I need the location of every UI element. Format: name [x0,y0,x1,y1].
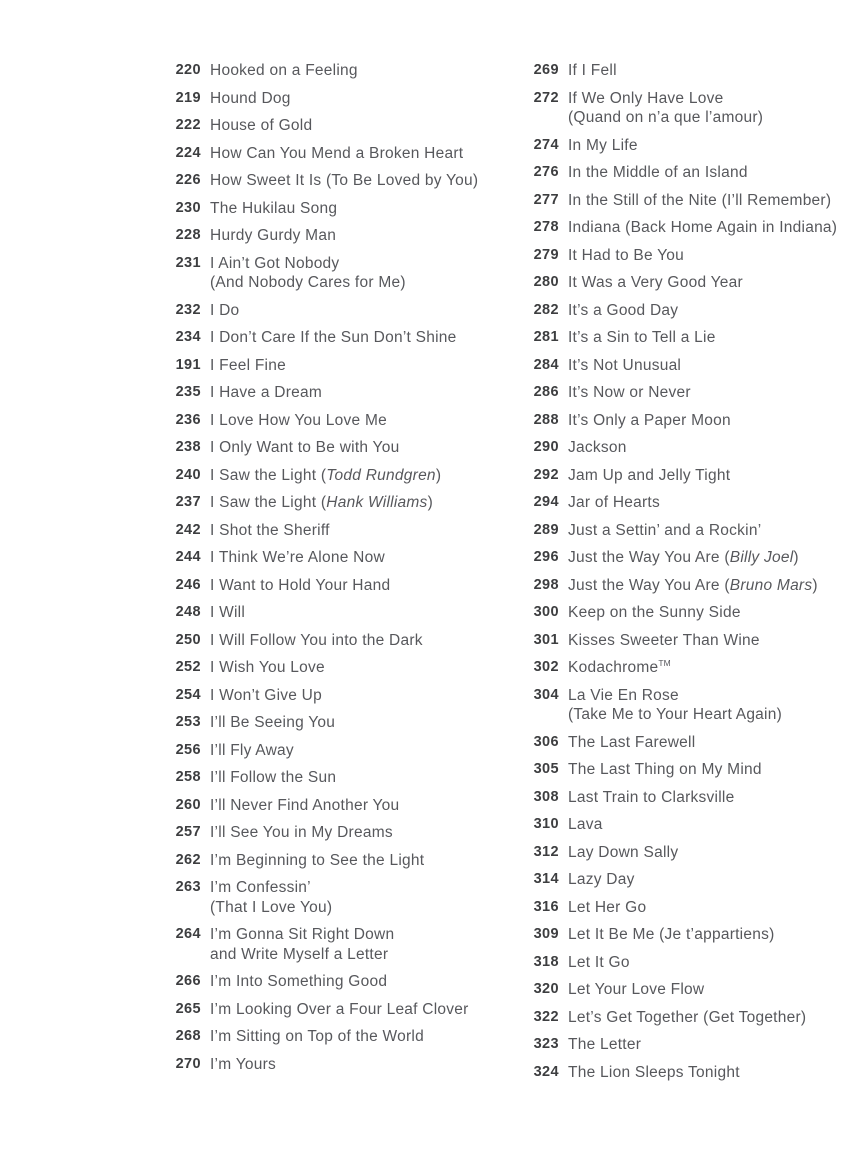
entry-title [210,603,245,623]
index-entry [167,741,512,761]
entry-page-number: 262 [175,851,201,868]
entry-title [568,631,760,651]
entry-title [568,1063,740,1083]
entry-title-line: I’m Looking Over a Four Leaf Clover [210,1000,469,1018]
entry-title [568,788,734,808]
entry-title-line: La Vie En Rose [568,686,679,704]
entry-title [210,1027,424,1047]
entry-title-line: I Won’t Give Up [210,686,323,704]
index-entry [525,356,855,376]
entry-page-number: 246 [175,576,201,593]
index-entry [525,631,855,651]
entry-page-number: 305 [533,761,559,777]
entry-page-number: 232 [175,301,201,318]
entry-page-number: 308 [533,788,559,805]
entry-title-line: Kisses Sweeter Than Wine [568,631,760,649]
entry-title-line: Keep on the Sunny Side [568,604,741,621]
entry-title-line: Just the Way You Are (Billy Joel) [568,549,799,566]
entry-title-line: I’m Gonna Sit Right Down [210,926,395,943]
entry-page-number: 286 [533,384,559,400]
entry-title-line: (And Nobody Cares for Me) [210,274,406,291]
entry-title-line: I Want to Hold Your Hand [210,576,391,594]
entry-title-line: I Ain’t Got Nobody [210,254,340,272]
entry-page-number: 323 [533,1036,559,1052]
entry-title-line: Hurdy Gurdy Man [210,227,337,244]
entry-title [568,843,678,863]
entry-title-line: Lava [568,816,603,833]
entry-title [210,301,239,321]
entry-title [210,631,423,651]
index-entry [167,631,512,651]
index-entry [525,136,855,156]
entry-page-number: 300 [533,604,559,620]
entry-page-number: 276 [533,164,559,180]
entry-page-number: 296 [533,549,559,565]
entry-title [568,870,635,890]
index-entry [167,466,512,486]
index-entry [167,796,512,816]
entry-title-line: Let It Be Me (Je t’appartiens) [568,926,775,943]
entry-title [568,898,646,918]
entry-title [568,521,761,541]
index-entry [167,548,512,568]
entry-title [568,438,627,458]
index-entry [525,686,855,725]
entry-page-number: 234 [175,329,201,345]
entry-title-line: The Last Thing on My Mind [568,761,762,778]
entry-title [568,163,748,183]
index-entry [167,89,512,109]
index-entry [167,972,512,992]
index-entry [525,788,855,808]
entry-page-number: 282 [533,301,559,318]
entry-page-number: 257 [175,824,201,840]
entry-page-number: 240 [175,466,201,483]
index-entry [525,843,855,863]
entry-page-number: 301 [533,631,559,648]
index-column-left [167,61,512,1082]
index-entry [167,493,512,513]
entry-title-line: I’m Sitting on Top of the World [210,1028,424,1045]
entry-page-number: 224 [175,144,201,161]
entry-title-line: How Sweet It Is (To Be Loved by You) [210,172,479,189]
entry-page-number: 279 [533,246,559,263]
entry-title [568,61,617,81]
entry-page-number: 270 [175,1055,201,1072]
entry-page-number: 256 [175,741,201,758]
entry-title-line: I’ll Be Seeing You [210,714,336,731]
entry-page-number: 231 [175,254,201,271]
entry-title [568,760,762,780]
entry-title [568,733,695,753]
entry-page-number: 237 [175,494,201,510]
index-entry [525,870,855,890]
entry-title-line: I’ll Fly Away [210,741,294,759]
index-entry [525,411,855,431]
entry-title-line: Let Your Love Flow [568,981,705,998]
index-entry [167,521,512,541]
entry-title [210,851,424,871]
entry-page-number: 314 [533,871,559,887]
entry-page-number: 272 [533,89,559,106]
index-entry [525,1035,855,1055]
index-entry [525,980,855,1000]
index-entry [525,163,855,183]
index-entry [167,383,512,403]
entry-title [210,1055,276,1075]
entry-title-line: I Love How You Love Me [210,411,387,429]
entry-title [210,411,387,431]
entry-title-line: I Have a Dream [210,384,323,401]
index-entry [525,328,855,348]
entry-page-number: 309 [533,926,559,942]
entry-title-line: It Was a Very Good Year [568,274,743,291]
entry-title [210,383,322,403]
entry-page-number: 263 [175,879,201,895]
entry-title [210,972,387,992]
entry-title [568,1008,806,1028]
entry-title [568,89,763,128]
entry-page-number: 304 [533,686,559,703]
entry-title [568,603,741,623]
entry-title-line: Kodachrome™ [568,657,671,676]
index-entry [525,383,855,403]
entry-title-line: I Will [210,604,246,621]
entry-title [210,328,457,348]
entry-title-line: I’m Yours [210,1055,277,1073]
entry-title [210,89,291,109]
entry-title-line: If We Only Have Love [568,89,724,107]
entry-title-line: The Lion Sleeps Tonight [568,1063,740,1081]
entry-title [568,980,704,1000]
entry-title [210,226,336,246]
entry-title-line: Let It Go [568,953,630,971]
entry-page-number: 230 [175,199,201,216]
entry-title-line: House of Gold [210,117,313,134]
entry-title-line: Just a Settin’ and a Rockin’ [568,521,762,539]
entry-title-line: I’ll See You in My Dreams [210,824,393,841]
index-entry [525,658,855,678]
index-entry [525,61,855,81]
entry-title-line: I Saw the Light (Hank Williams) [210,494,433,511]
entry-page-number: 252 [175,659,201,675]
entry-title-line: (Quand on n’a que l’amour) [568,109,764,126]
entry-page-number: 268 [175,1028,201,1044]
index-entry [525,1063,855,1083]
entry-title-line: Jackson [568,439,627,456]
entry-title [568,328,716,348]
entry-title [568,411,731,431]
entry-title-line: Jam Up and Jelly Tight [568,466,731,484]
entry-page-number: 260 [175,796,201,813]
entry-title-line: and Write Myself a Letter [210,945,389,963]
entry-page-number: 318 [533,953,559,970]
entry-title [210,823,393,843]
entry-page-number: 288 [533,411,559,428]
entry-title [568,576,818,596]
entry-title-line: In the Middle of an Island [568,164,748,181]
entry-title-line: I Don’t Care If the Sun Don’t Shine [210,329,457,346]
index-entry [525,218,855,238]
entry-title-line: The Last Farewell [568,733,696,751]
entry-page-number: 266 [175,973,201,989]
index-entry [167,438,512,458]
entry-page-number: 312 [533,843,559,860]
entry-title-line: The Hukilau Song [210,199,338,217]
entry-title [210,658,325,678]
entry-title-line: It’s a Sin to Tell a Lie [568,329,716,346]
entry-title-line: Last Train to Clarksville [568,788,735,806]
entry-title-line: I Saw the Light (Todd Rundgren) [210,466,442,484]
entry-title [210,254,406,293]
entry-title-line: How Can You Mend a Broken Heart [210,144,464,162]
entry-title-line: It’s a Good Day [568,301,679,319]
entry-title [210,61,358,81]
entry-title-line: I Wish You Love [210,659,325,676]
entry-page-number: 244 [175,549,201,565]
entry-title-line: I’m Confessin’ [210,879,311,896]
index-entry [167,658,512,678]
entry-title [568,658,671,678]
index-entry [167,328,512,348]
entry-title [210,144,463,164]
entry-page-number: 222 [175,117,201,133]
entry-title [210,438,399,458]
entry-page-number: 254 [175,686,201,703]
entry-title [568,246,684,266]
index-entry [167,1055,512,1075]
index-entry [167,603,512,623]
entry-title-line: I Think We’re Alone Now [210,549,385,566]
index-entry [167,878,512,917]
entry-title-line: It’s Only a Paper Moon [568,411,731,429]
entry-title [210,356,286,376]
entry-page-number: 290 [533,439,559,455]
entry-page-number: 235 [175,384,201,400]
index-entry [525,493,855,513]
entry-title-line: I Will Follow You into the Dark [210,631,423,649]
index-entry [167,686,512,706]
index-entry [525,925,855,945]
entry-title-line: Let Her Go [568,898,647,916]
index-entry [167,171,512,191]
entry-title [210,713,335,733]
index-entry [525,89,855,128]
entry-title-line: Just the Way You Are (Bruno Mars) [568,576,818,594]
entry-title [568,686,782,725]
entry-title [568,356,681,376]
index-entry [167,116,512,136]
index-entry [525,273,855,293]
entry-title-line: I Do [210,301,240,319]
index-entry [525,246,855,266]
entry-title-line: Indiana (Back Home Again in Indiana) [568,219,838,236]
entry-title [210,686,322,706]
index-entry [167,1027,512,1047]
index-entry [167,226,512,246]
entry-page-number: 219 [175,89,201,106]
entry-page-number: 310 [533,816,559,832]
entry-title-line: It’s Not Unusual [568,356,682,374]
entry-page-number: 277 [533,191,559,208]
entry-page-number: 316 [533,898,559,915]
entry-title [568,136,638,156]
entry-title [210,521,330,541]
index-entry [167,199,512,219]
index-entry [167,356,512,376]
entry-page-number: 191 [175,356,201,373]
index-entry [525,466,855,486]
entry-title [568,273,743,293]
index-entry [525,301,855,321]
index-entry [167,61,512,81]
entry-title-line: (Take Me to Your Heart Again) [568,706,783,723]
entry-title [210,741,294,761]
entry-title [210,878,332,917]
entry-title-line: Lay Down Sally [568,843,679,861]
index-entry [167,576,512,596]
entry-title [210,576,390,596]
entry-title-line: I Only Want to Be with You [210,439,400,456]
index-entry [167,851,512,871]
index-entry [525,438,855,458]
entry-page-number: 220 [175,62,201,78]
entry-title-line: Lazy Day [568,871,635,888]
index-entry [167,1000,512,1020]
index-entry [525,953,855,973]
entry-title [568,218,837,238]
entry-title [568,301,678,321]
entry-title [568,493,660,513]
index-entry [525,548,855,568]
entry-title [210,925,394,964]
index-entry [525,898,855,918]
entry-title [210,199,337,219]
entry-page-number: 294 [533,494,559,510]
entry-title [210,1000,469,1020]
entry-page-number: 264 [175,926,201,942]
index-entry [525,815,855,835]
entry-page-number: 320 [533,981,559,997]
entry-title [210,768,336,788]
entry-page-number: 324 [533,1063,559,1080]
entry-page-number: 228 [175,227,201,243]
entry-title [210,493,433,513]
entry-title [210,466,441,486]
entry-title [568,548,799,568]
index-entry [167,823,512,843]
entry-page-number: 284 [533,356,559,373]
index-entry [167,301,512,321]
index-entry [525,521,855,541]
index-entry [167,254,512,293]
entry-page-number: 306 [533,733,559,750]
entry-page-number: 278 [533,219,559,235]
entry-page-number: 238 [175,439,201,455]
entry-title-line: Hooked on a Feeling [210,62,358,79]
entry-title-line: Jar of Hearts [568,494,660,511]
entry-title [568,466,730,486]
entry-title-line: If I Fell [568,62,617,79]
index-entry [525,733,855,753]
entry-title [210,116,312,136]
entry-title [568,925,775,945]
entry-page-number: 289 [533,521,559,538]
index-entry [167,411,512,431]
entry-title-line: The Letter [568,1036,642,1053]
entry-page-number: 253 [175,714,201,730]
entry-page-number: 292 [533,466,559,483]
entry-page-number: 242 [175,521,201,538]
entry-title-line: It’s Now or Never [568,384,691,401]
index-entry [525,191,855,211]
entry-page-number: 265 [175,1000,201,1017]
entry-title-line: I’m Beginning to See the Light [210,851,425,869]
entry-title-line: I’ll Follow the Sun [210,769,337,786]
entry-page-number: 302 [533,659,559,675]
entry-title-line: Let’s Get Together (Get Together) [568,1008,807,1026]
entry-title-line: In the Still of the Nite (I’ll Remember) [568,191,832,209]
entry-page-number: 226 [175,172,201,188]
entry-title [210,796,399,816]
entry-title-line: In My Life [568,136,638,154]
entry-title-line: It Had to Be You [568,246,685,264]
entry-page-number: 281 [533,329,559,345]
entry-page-number: 280 [533,274,559,290]
entry-title-line: I’ll Never Find Another You [210,796,400,814]
index-entry [525,576,855,596]
entry-title [568,383,691,403]
index-entry [167,768,512,788]
entry-page-number: 258 [175,769,201,785]
index-column-right [525,61,855,1090]
entry-title-line: Hound Dog [210,89,291,107]
index-entry [167,925,512,964]
entry-page-number: 236 [175,411,201,428]
index-entry [167,713,512,733]
entry-title [210,548,385,568]
entry-page-number: 250 [175,631,201,648]
entry-title-line: I Feel Fine [210,356,286,374]
entry-title-line: I’m Into Something Good [210,973,388,990]
entry-page-number: 269 [533,62,559,78]
entry-title-line: (That I Love You) [210,898,333,916]
entry-title [568,815,603,835]
entry-title [568,1035,641,1055]
entry-page-number: 298 [533,576,559,593]
entry-page-number: 322 [533,1008,559,1025]
index-entry [525,603,855,623]
index-entry [525,1008,855,1028]
entry-title [568,953,630,973]
entry-title [210,171,478,191]
entry-title-line: I Shot the Sheriff [210,521,330,539]
entry-page-number: 274 [533,136,559,153]
index-entry [167,144,512,164]
index-entry [525,760,855,780]
entry-page-number: 248 [175,604,201,620]
entry-title [568,191,831,211]
